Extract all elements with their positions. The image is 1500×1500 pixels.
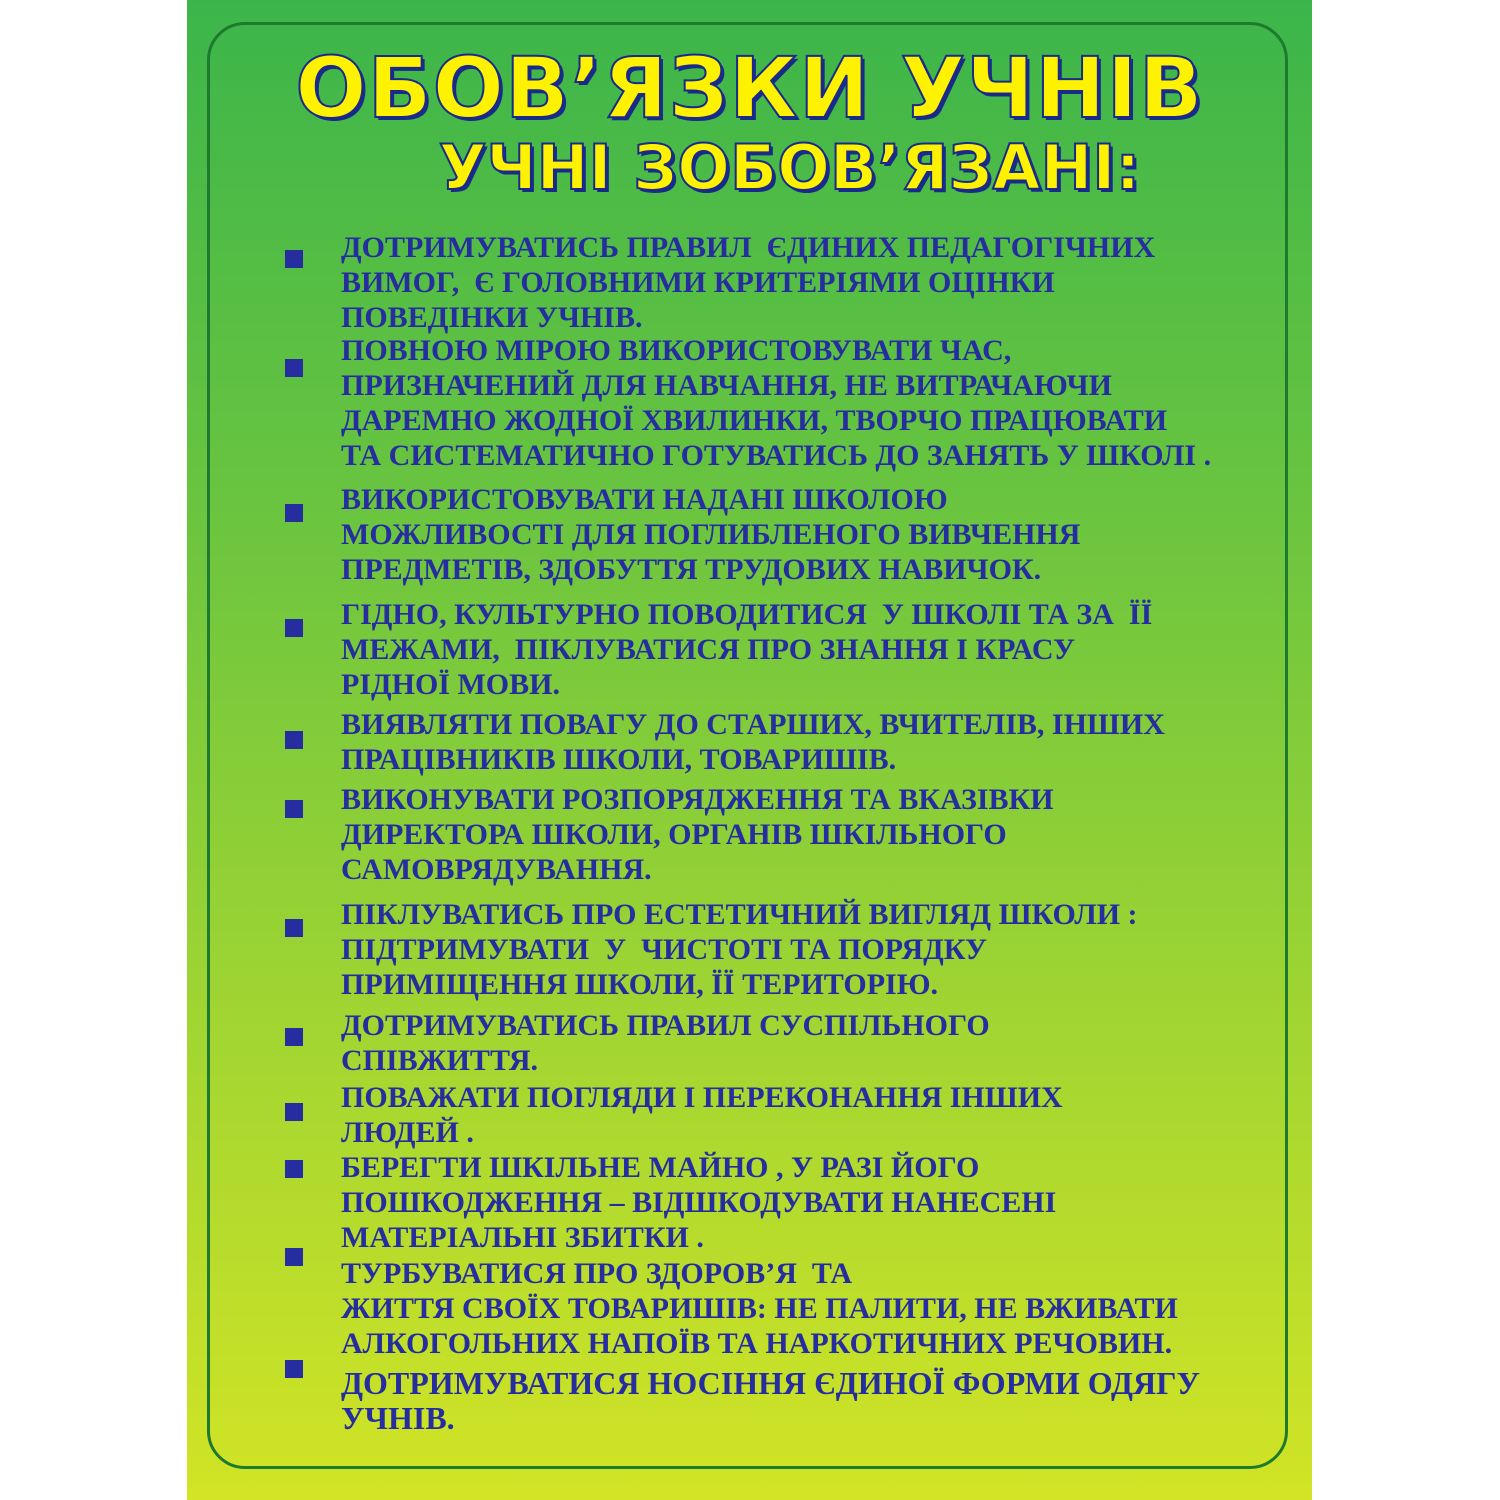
square-bullet-icon — [285, 919, 303, 937]
list-item-text: БЕРЕГТИ ШКІЛЬНЕ МАЙНО , У РАЗІ ЙОГО ПОШКОДЖЕННЯ – ВІДШКОДУВАТИ НАНЕСЕНІ МАТЕРІАЛЬНІ ЗБИТКИ . — [341, 1151, 1057, 1254]
poster-subtitle: УЧНІ ЗОБОВ’ЯЗАНІ: — [438, 131, 1141, 204]
square-bullet-icon — [285, 1103, 303, 1121]
list-item-text: ВИКОНУВАТИ РОЗПОРЯДЖЕННЯ ТА ВКАЗІВКИ ДИРЕКТОРА ШКОЛИ, ОРГАНІВ ШКІЛЬНОГО САМОВРЯДУВАННЯ. — [341, 783, 1054, 886]
list-item-text: ВИЯВЛЯТИ ПОВАГУ ДО СТАРШИХ, ВЧИТЕЛІВ, ІНШИХ ПРАЦІВНИКІВ ШКОЛИ, ТОВАРИШІВ. — [341, 708, 1165, 776]
square-bullet-icon — [285, 250, 303, 268]
square-bullet-icon — [285, 619, 303, 637]
square-bullet-icon — [285, 1028, 303, 1046]
square-bullet-icon — [285, 359, 303, 377]
list-item-text: ГІДНО, КУЛЬТУРНО ПОВОДИТИСЯ У ШКОЛІ ТА ЗА ЇЇ МЕЖАМИ, ПІКЛУВАТИСЯ ПРО ЗНАННЯ І КРАСУ РІДНОЇ МОВИ. — [341, 598, 1153, 701]
poster-title: ОБОВ’ЯЗКИ УЧНІВ — [295, 39, 1204, 137]
list-item-text: ПІКЛУВАТИСЬ ПРО ЕСТЕТИЧНИЙ ВИГЛЯД ШКОЛИ : ПІДТРИМУВАТИ У ЧИСТОТІ ТА ПОРЯДКУ ПРИМІЩЕННЯ ШКОЛИ, ЇЇ ТЕРИТОРІЮ. — [341, 898, 1138, 1001]
list-item-text: ПОВАЖАТИ ПОГЛЯДИ І ПЕРЕКОНАННЯ ІНШИХ ЛЮДЕЙ . — [341, 1081, 1063, 1149]
duties-list — [187, 0, 1312, 1500]
list-item-text: ПОВНОЮ МІРОЮ ВИКОРИСТОВУВАТИ ЧАС, ПРИЗНАЧЕНИЙ ДЛЯ НАВЧАННЯ, НЕ ВИТРАЧАЮЧИ ДАРЕМНО ЖОДНОЇ ХВИЛИНКИ, ТВОРЧО ПРАЦЮВАТИ ТА СИСТЕМАТИЧНО ГОТУВАТИСЬ ДО ЗАНЯТЬ У ШКОЛІ . — [341, 334, 1212, 472]
list-item-text: ДОТРИМУВАТИСЯ НОСІННЯ ЄДИНОЇ ФОРМИ ОДЯГУ УЧНІВ. — [341, 1365, 1200, 1436]
square-bullet-icon — [285, 731, 303, 749]
list-item-text: ДОТРИМУВАТИСЬ ПРАВИЛ ЄДИНИХ ПЕДАГОГІЧНИХ ВИМОГ, Є ГОЛОВНИМИ КРИТЕРІЯМИ ОЦІНКИ ПОВЕДІНКИ УЧНІВ. — [341, 231, 1156, 334]
poster — [187, 0, 1312, 1500]
square-bullet-icon — [285, 1360, 303, 1378]
square-bullet-icon — [285, 1248, 303, 1266]
list-item-text: ДОТРИМУВАТИСЬ ПРАВИЛ СУСПІЛЬНОГО СПІВЖИТТЯ. — [341, 1009, 990, 1077]
square-bullet-icon — [285, 504, 303, 522]
square-bullet-icon — [285, 1160, 303, 1178]
square-bullet-icon — [285, 800, 303, 818]
list-item-text: ТУРБУВАТИСЯ ПРО ЗДОРОВ’Я ТА ЖИТТЯ СВОЇХ ТОВАРИШІВ: НЕ ПАЛИТИ, НЕ ВЖИВАТИ АЛКОГОЛЬНИХ НАПОЇВ ТА НАРКОТИЧНИХ РЕЧОВИН. — [341, 1257, 1178, 1360]
list-item-text: ВИКОРИСТОВУВАТИ НАДАНІ ШКОЛОЮ МОЖЛИВОСТІ ДЛЯ ПОГЛИБЛЕНОГО ВИВЧЕННЯ ПРЕДМЕТІВ, ЗДОБУТТЯ ТРУДОВИХ НАВИЧОК. — [341, 483, 1081, 586]
